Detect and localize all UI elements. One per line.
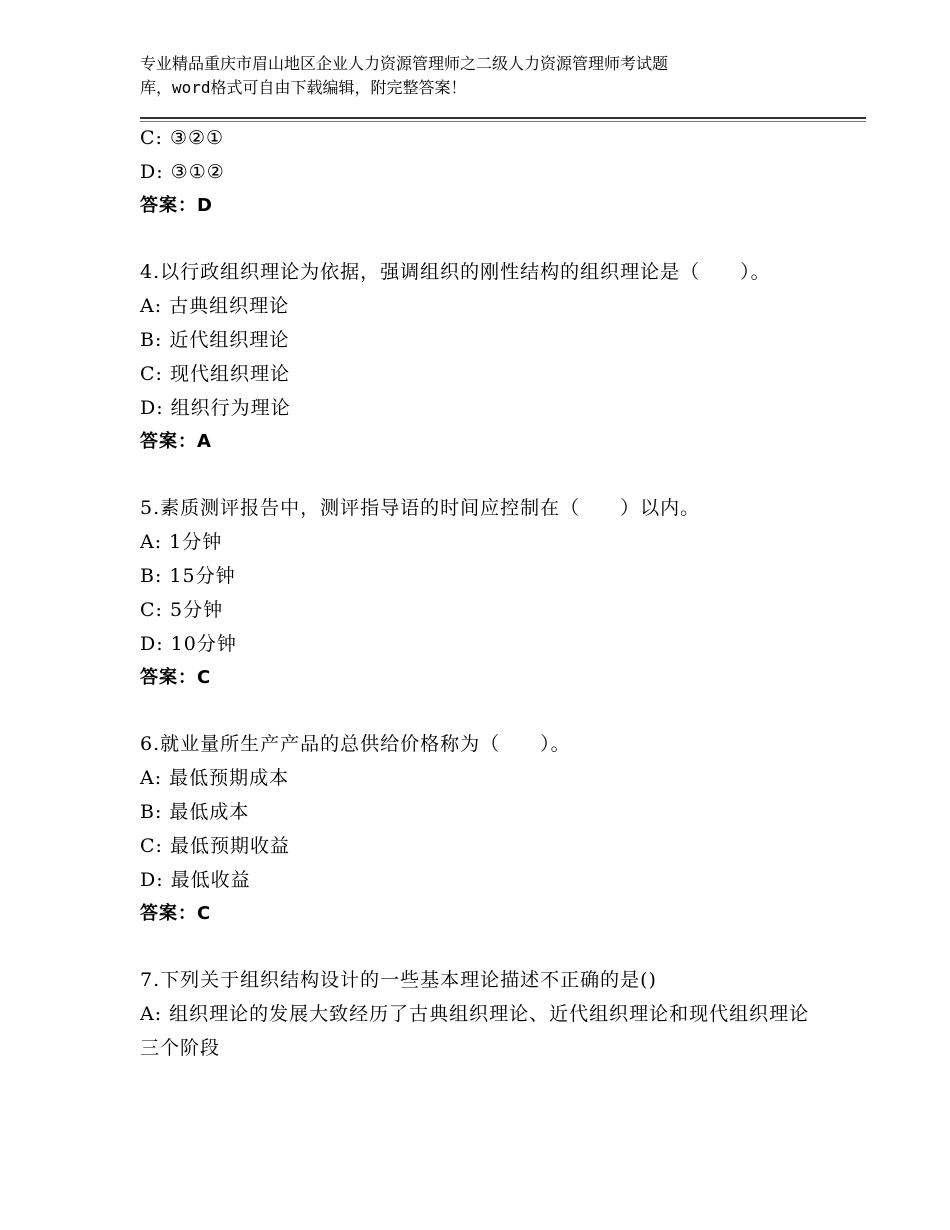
answer-label: 答案：D <box>140 195 213 216</box>
answer-label: 答案：C <box>140 903 212 924</box>
question-3-tail <box>140 121 866 223</box>
option-d: D: 最低收益 <box>140 869 251 891</box>
answer-label: 答案：A <box>140 431 212 452</box>
question-6 <box>140 727 866 931</box>
option-a: A: 最低预期成本 <box>140 767 290 789</box>
question-text: 5.素质测评报告中，测评指导语的时间应控制在（ ）以内。 <box>140 497 701 519</box>
answer-label: 答案：C <box>140 667 212 688</box>
option-a: A: 古典组织理论 <box>140 295 290 317</box>
option-b: B: 最低成本 <box>140 801 250 823</box>
option-b: B: 近代组织理论 <box>140 329 290 351</box>
option-c: C: 现代组织理论 <box>140 363 290 385</box>
option-a: A: 组织理论的发展大致经历了古典组织理论、近代组织理论和现代组织理论三个阶段 <box>140 1003 810 1059</box>
question-7 <box>140 963 866 1065</box>
question-5 <box>140 491 866 695</box>
option-a: A: 1分钟 <box>140 531 223 553</box>
question-text: 6.就业量所生产产品的总供给价格称为（ ）。 <box>140 733 571 755</box>
question-text: 4.以行政组织理论为依据，强调组织的刚性结构的组织理论是（ ）。 <box>140 261 771 283</box>
option-c: C: ③②① <box>140 127 225 149</box>
header-line-1: 专业精品重庆市眉山地区企业人力资源管理师之二级人力资源管理师考试题 <box>140 54 669 73</box>
header-line-2: 库，word格式可自由下载编辑，附完整答案！ <box>140 78 467 97</box>
option-d: D: ③①② <box>140 161 225 183</box>
header-divider-thick <box>140 117 866 119</box>
option-c: C: 最低预期收益 <box>140 835 290 857</box>
question-text: 7.下列关于组织结构设计的一些基本理论描述不正确的是() <box>140 969 657 991</box>
document-page <box>140 52 866 1065</box>
option-d: D: 10分钟 <box>140 633 237 655</box>
option-d: D: 组织行为理论 <box>140 397 291 419</box>
document-body <box>140 121 866 1065</box>
question-4 <box>140 255 866 459</box>
option-c: C: 5分钟 <box>140 599 224 621</box>
document-header <box>140 52 780 100</box>
option-b: B: 15分钟 <box>140 565 236 587</box>
